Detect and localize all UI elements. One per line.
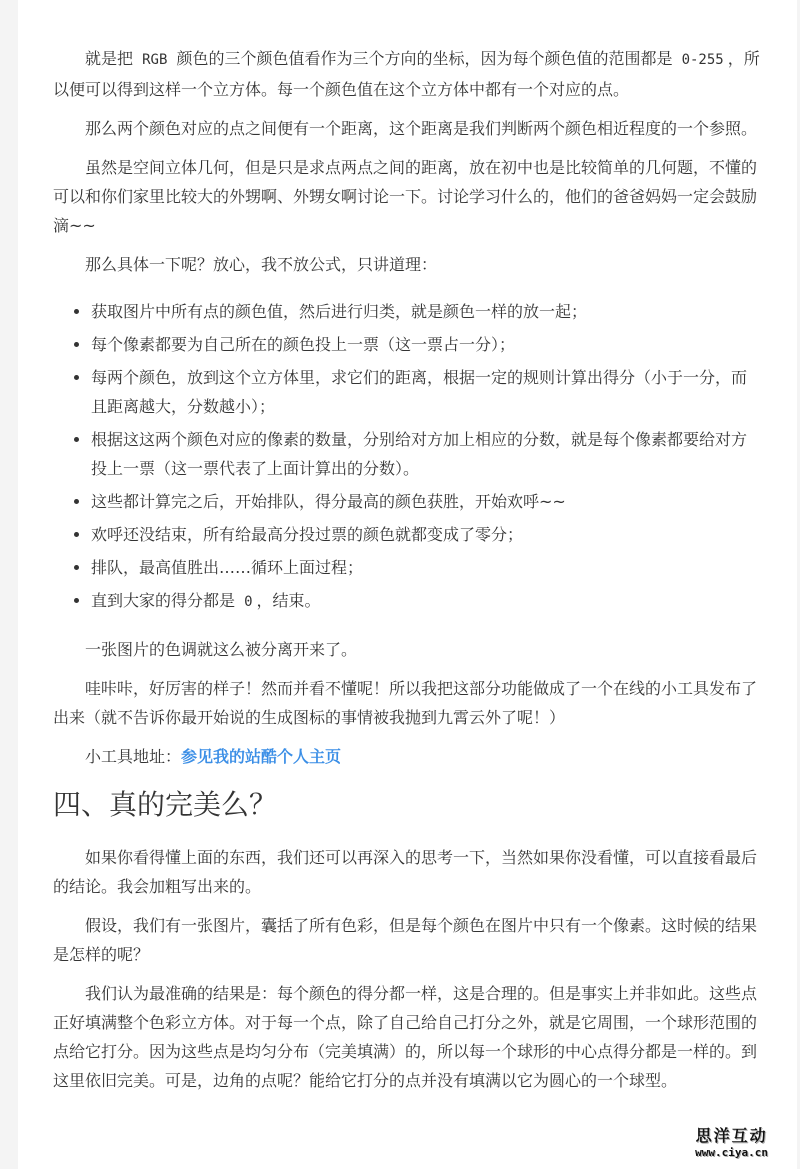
text: ，结束。 (256, 591, 321, 610)
paragraph: 一张图片的色调就这么被分离开来了。 (85, 640, 358, 659)
article-page (18, 0, 797, 1169)
article-content (53, 44, 761, 1105)
paragraph: 那么具体一下呢？放心，我不放公式，只讲道理： (85, 255, 438, 274)
steps-list (53, 297, 761, 617)
watermark-logo (695, 1123, 768, 1159)
paragraph: 虽然是空间立体几何，但是只是求点两点之间的距离，放在初中也是比较简单的几何题，不懂的可以和你们家里比较大的外甥啊、外甥女啊讨论一下。讨论学习什么的，他们的爸爸妈妈一定会鼓励滴~~ (53, 158, 758, 235)
list-item: • 欢呼还没结束，所有给最高分投过票的颜色就都变成了零分； (91, 520, 761, 549)
inline-code: 0-255 (681, 52, 724, 68)
tool-address (53, 742, 761, 771)
paragraph: 如果你看得懂上面的东西，我们还可以再深入的思考一下，当然如果你没看懂，可以直接看最后的结论。我会加粗写出来的。 (53, 848, 758, 896)
inline-code: RGB (142, 52, 168, 68)
list-item: • 这些都计算完之后，开始排队，得分最高的颜色获胜，开始欢呼~~ (91, 487, 761, 516)
list-item: • 每个像素都要为自己所在的颜色投上一票（这一票占一分）； (91, 330, 761, 359)
watermark-name: 思洋互动 (695, 1126, 768, 1145)
list-item: • 根据这这两个颜色对应的像素的数量，分别给对方加上相应的分数，就是每个像素都要给对方投上一票（这一票代表了上面计算出的分数）。 (91, 425, 761, 483)
text: ，所以便可以得到这样一个立方体。每一个颜色值在这个立方体中都有一个对应的点。 (53, 49, 760, 99)
zcool-profile-link[interactable]: 参见我的站酷个人主页 (181, 747, 342, 766)
paragraph: 哇咔咔，好厉害的样子！然而并看不懂呢！所以我把这部分功能做成了一个在线的小工具发布了出来（就不告诉你最开始说的生成图标的事情被我抛到九霄云外了呢！） (53, 679, 758, 727)
paragraph: 我们认为最准确的结果是：每个颜色的得分都一样，这是合理的。但是事实上并非如此。这些点正好填满整个色彩立方体。对于每一个点，除了自己给自己打分之外，就是它周围，一个球形范围的点给它打分。因为这些点是均匀分布（完美填满）的，所以每一个球形的中心点得分都是一样的。到这里依旧完美。可是，边角的点呢？能给它打分的点并没有填满以它为圆心的一个球型。 (53, 984, 758, 1090)
inline-code: 0 (244, 594, 253, 610)
list-item: • 每两个颜色，放到这个立方体里，求它们的距离，根据一定的规则计算出得分（小于一分，而且距离越大，分数越小）； (91, 363, 761, 421)
section-heading: 四、真的完美么？ (53, 788, 278, 821)
text: 直到大家的得分都是 (91, 591, 241, 610)
list-item: • 排队，最高值胜出……循环上面过程； (91, 553, 761, 582)
tool-label: 小工具地址： (85, 747, 182, 766)
paragraph (53, 44, 761, 104)
list-item: • 获取图片中所有点的颜色值，然后进行归类，就是颜色一样的放一起； (91, 297, 761, 326)
text: 颜色的三个颜色值看作为三个方向的坐标，因为每个颜色值的范围都是 (171, 49, 678, 68)
list-item (91, 586, 761, 617)
watermark-url: www.ciya.cn (695, 1146, 768, 1159)
paragraph: 那么两个颜色对应的点之间便有一个距离，这个距离是我们判断两个颜色相近程度的一个参照。 (85, 119, 758, 138)
paragraph: 假设，我们有一张图片，囊括了所有色彩，但是每个颜色在图片中只有一个像素。这时候的结果是怎样的呢？ (53, 916, 758, 964)
text: 就是把 (85, 49, 139, 68)
